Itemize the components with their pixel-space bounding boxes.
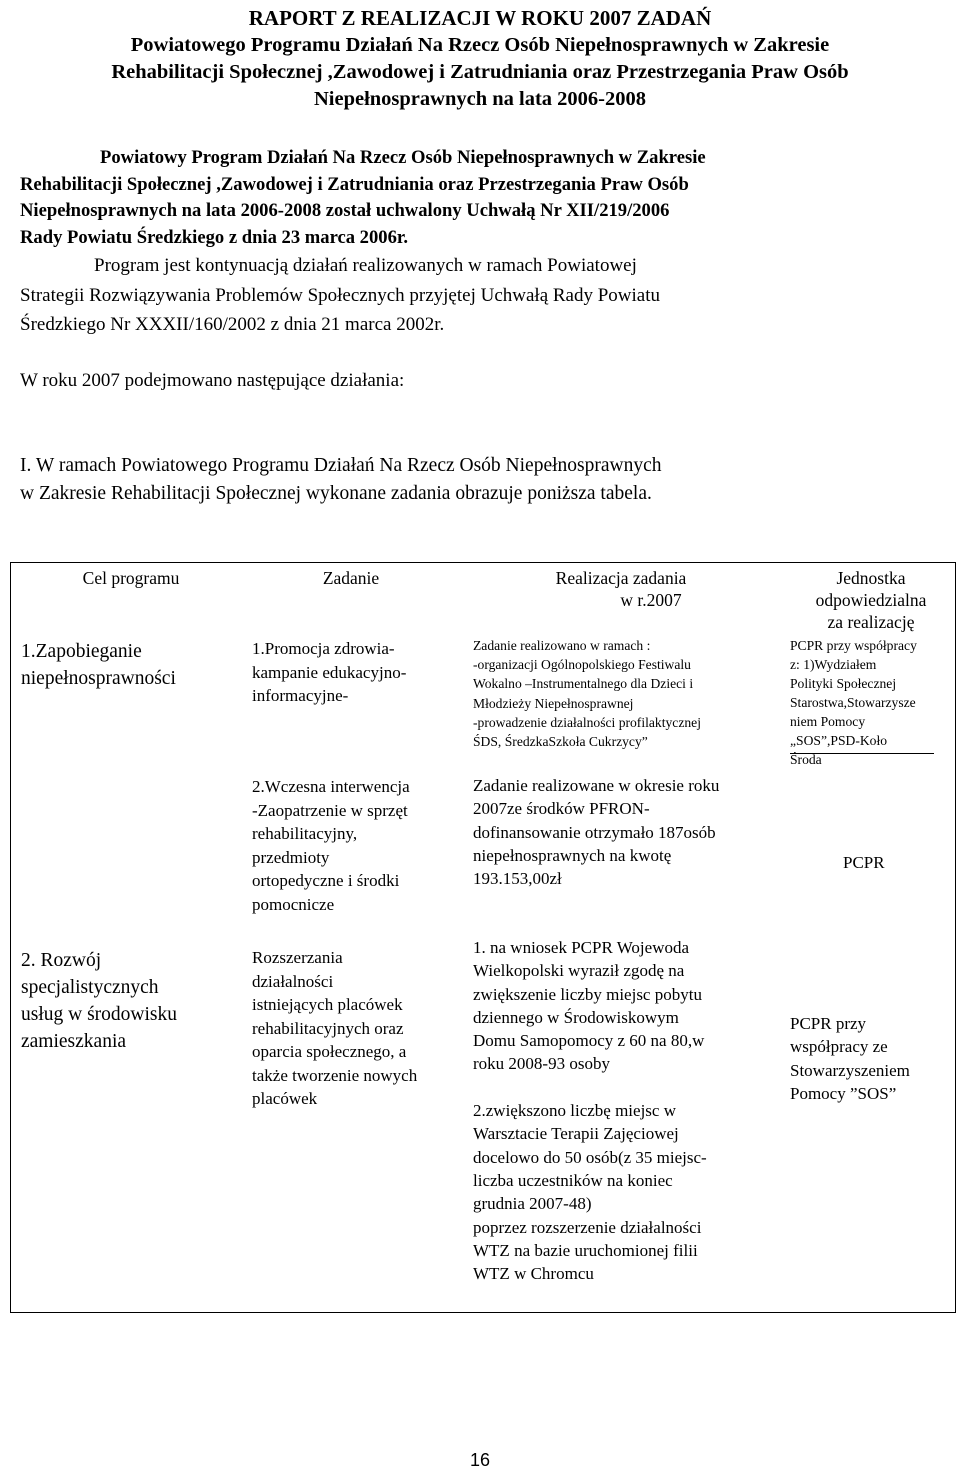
section-line: w Zakresie Rehabilitacji Społecznej wykonane zadania obrazuje poniższa tabela.	[20, 483, 652, 504]
row1-task2: 2.Wczesna interwencja -Zaopatrzenie w sprzęt rehabilitacyjny, przedmioty ortopedyczne i środki pomocnicze	[252, 777, 410, 914]
section-line: I. W ramach Powiatowego Programu Działań Na Rzecz Osób Niepełnosprawnych	[20, 455, 662, 476]
title-line: RAPORT Z REALIZACJI W ROKU 2007 ZADAŃ	[248, 6, 712, 30]
row1-task1: 1.Promocja zdrowia- kampanie edukacyjno- informacyjne-	[252, 639, 407, 705]
page-number: 16	[469, 1450, 491, 1470]
title-line: Powiatowego Programu Działań Na Rzecz Osób Niepełnosprawnych w Zakresie	[130, 34, 830, 56]
intro-line: Program jest kontynuacją działań realizowanych w ramach Powiatowej	[94, 255, 637, 276]
intro-paragraph	[20, 145, 940, 251]
row2-goal: 2. Rozwój specjalistycznych usług w środowisku zamieszkania	[21, 950, 178, 1052]
report-title	[0, 5, 960, 113]
header-goal: Cel programu	[82, 568, 180, 588]
header-realization: Realizacja zadania w r.2007	[555, 568, 687, 610]
row1-goal: 1.Zapobieganie niepełnosprawności	[21, 641, 176, 689]
intro-paragraph-2	[20, 253, 940, 339]
intro-line: Średzkiego Nr XXXII/160/2002 z dnia 21 marca 2002r.	[20, 314, 445, 335]
row1-realization1: Zadanie realizowano w ramach : -organizacji Ogólnopolskiego Festiwalu Wokalno –Instrumentalnego dla Dzieci i Młodzieży Niepełnosprawnej -prowadzenie działalności profilaktycznej ŚDS, ŚredzkaSzkoła Cukrzycy”	[473, 638, 701, 750]
tasks-table	[10, 562, 956, 1313]
section-heading	[20, 452, 940, 508]
header-unit: Jednostka odpowiedzialna za realizację	[815, 568, 927, 632]
row2-unit: PCPR przy współpracy ze Stowarzyszeniem Pomocy ”SOS”	[790, 1014, 910, 1103]
title-line: Niepełnosprawnych na lata 2006-2008	[313, 88, 646, 110]
intro-line: Rady Powiatu Średzkiego z dnia 23 marca 2006r.	[20, 226, 409, 248]
row1-realization2: Zadanie realizowane w okresie roku 2007ze środków PFRON- dofinansowanie otrzymało 187osób niepełnosprawnych na kwotę 193.153,00zł	[473, 776, 720, 889]
row2-realization: 1. na wniosek PCPR Wojewoda Wielkopolski wyraził zgodę na zwiększenie liczby miejsc pobytu dziennego w Środowiskowym Domu Samopomocy z 60 na 80,w roku 2008-93 osoby 2.zwiększono liczbę miejsc w Warsztacie Terapii Zajęciowej docelowo do 50 osób(z 35 miejsc- liczba uczestników na koniec grudnia 2007-48) poprzez rozszerzenie działalności WTZ na bazie uruchomionej filii WTZ w Chromcu	[473, 938, 707, 1284]
row1-unit2: PCPR	[843, 853, 885, 872]
header-task: Zadanie	[322, 568, 380, 588]
unit-divider	[790, 753, 934, 754]
intro-line: Strategii Rozwiązywania Problemów Społecznych przyjętej Uchwałą Rady Powiatu	[20, 284, 661, 306]
actions-heading: W roku 2007 podejmowano następujące działania:	[20, 370, 405, 391]
row2-task: Rozszerzania działalności istniejących placówek rehabilitacyjnych oraz oparcia społecznego, a także tworzenie nowych placówek	[252, 948, 418, 1108]
intro-line: Powiatowy Program Działań Na Rzecz Osób Niepełnosprawnych w Zakresie	[100, 147, 706, 168]
row1-unit1: PCPR przy współpracy z: 1)Wydziałem Polityki Społecznej Starostwa,Stowarzysze niem Pomocy „SOS”,PSD-Koło Środa	[790, 638, 917, 767]
intro-line: Niepełnosprawnych na lata 2006-2008 został uchwalony Uchwałą Nr XII/219/2006	[20, 200, 670, 221]
intro-line: Rehabilitacji Społecznej ,Zawodowej i Zatrudniania oraz Przestrzegania Praw Osób	[20, 173, 689, 195]
title-line: Rehabilitacji Społecznej ,Zawodowej i Zatrudniania oraz Przestrzegania Praw Osób	[111, 61, 849, 83]
